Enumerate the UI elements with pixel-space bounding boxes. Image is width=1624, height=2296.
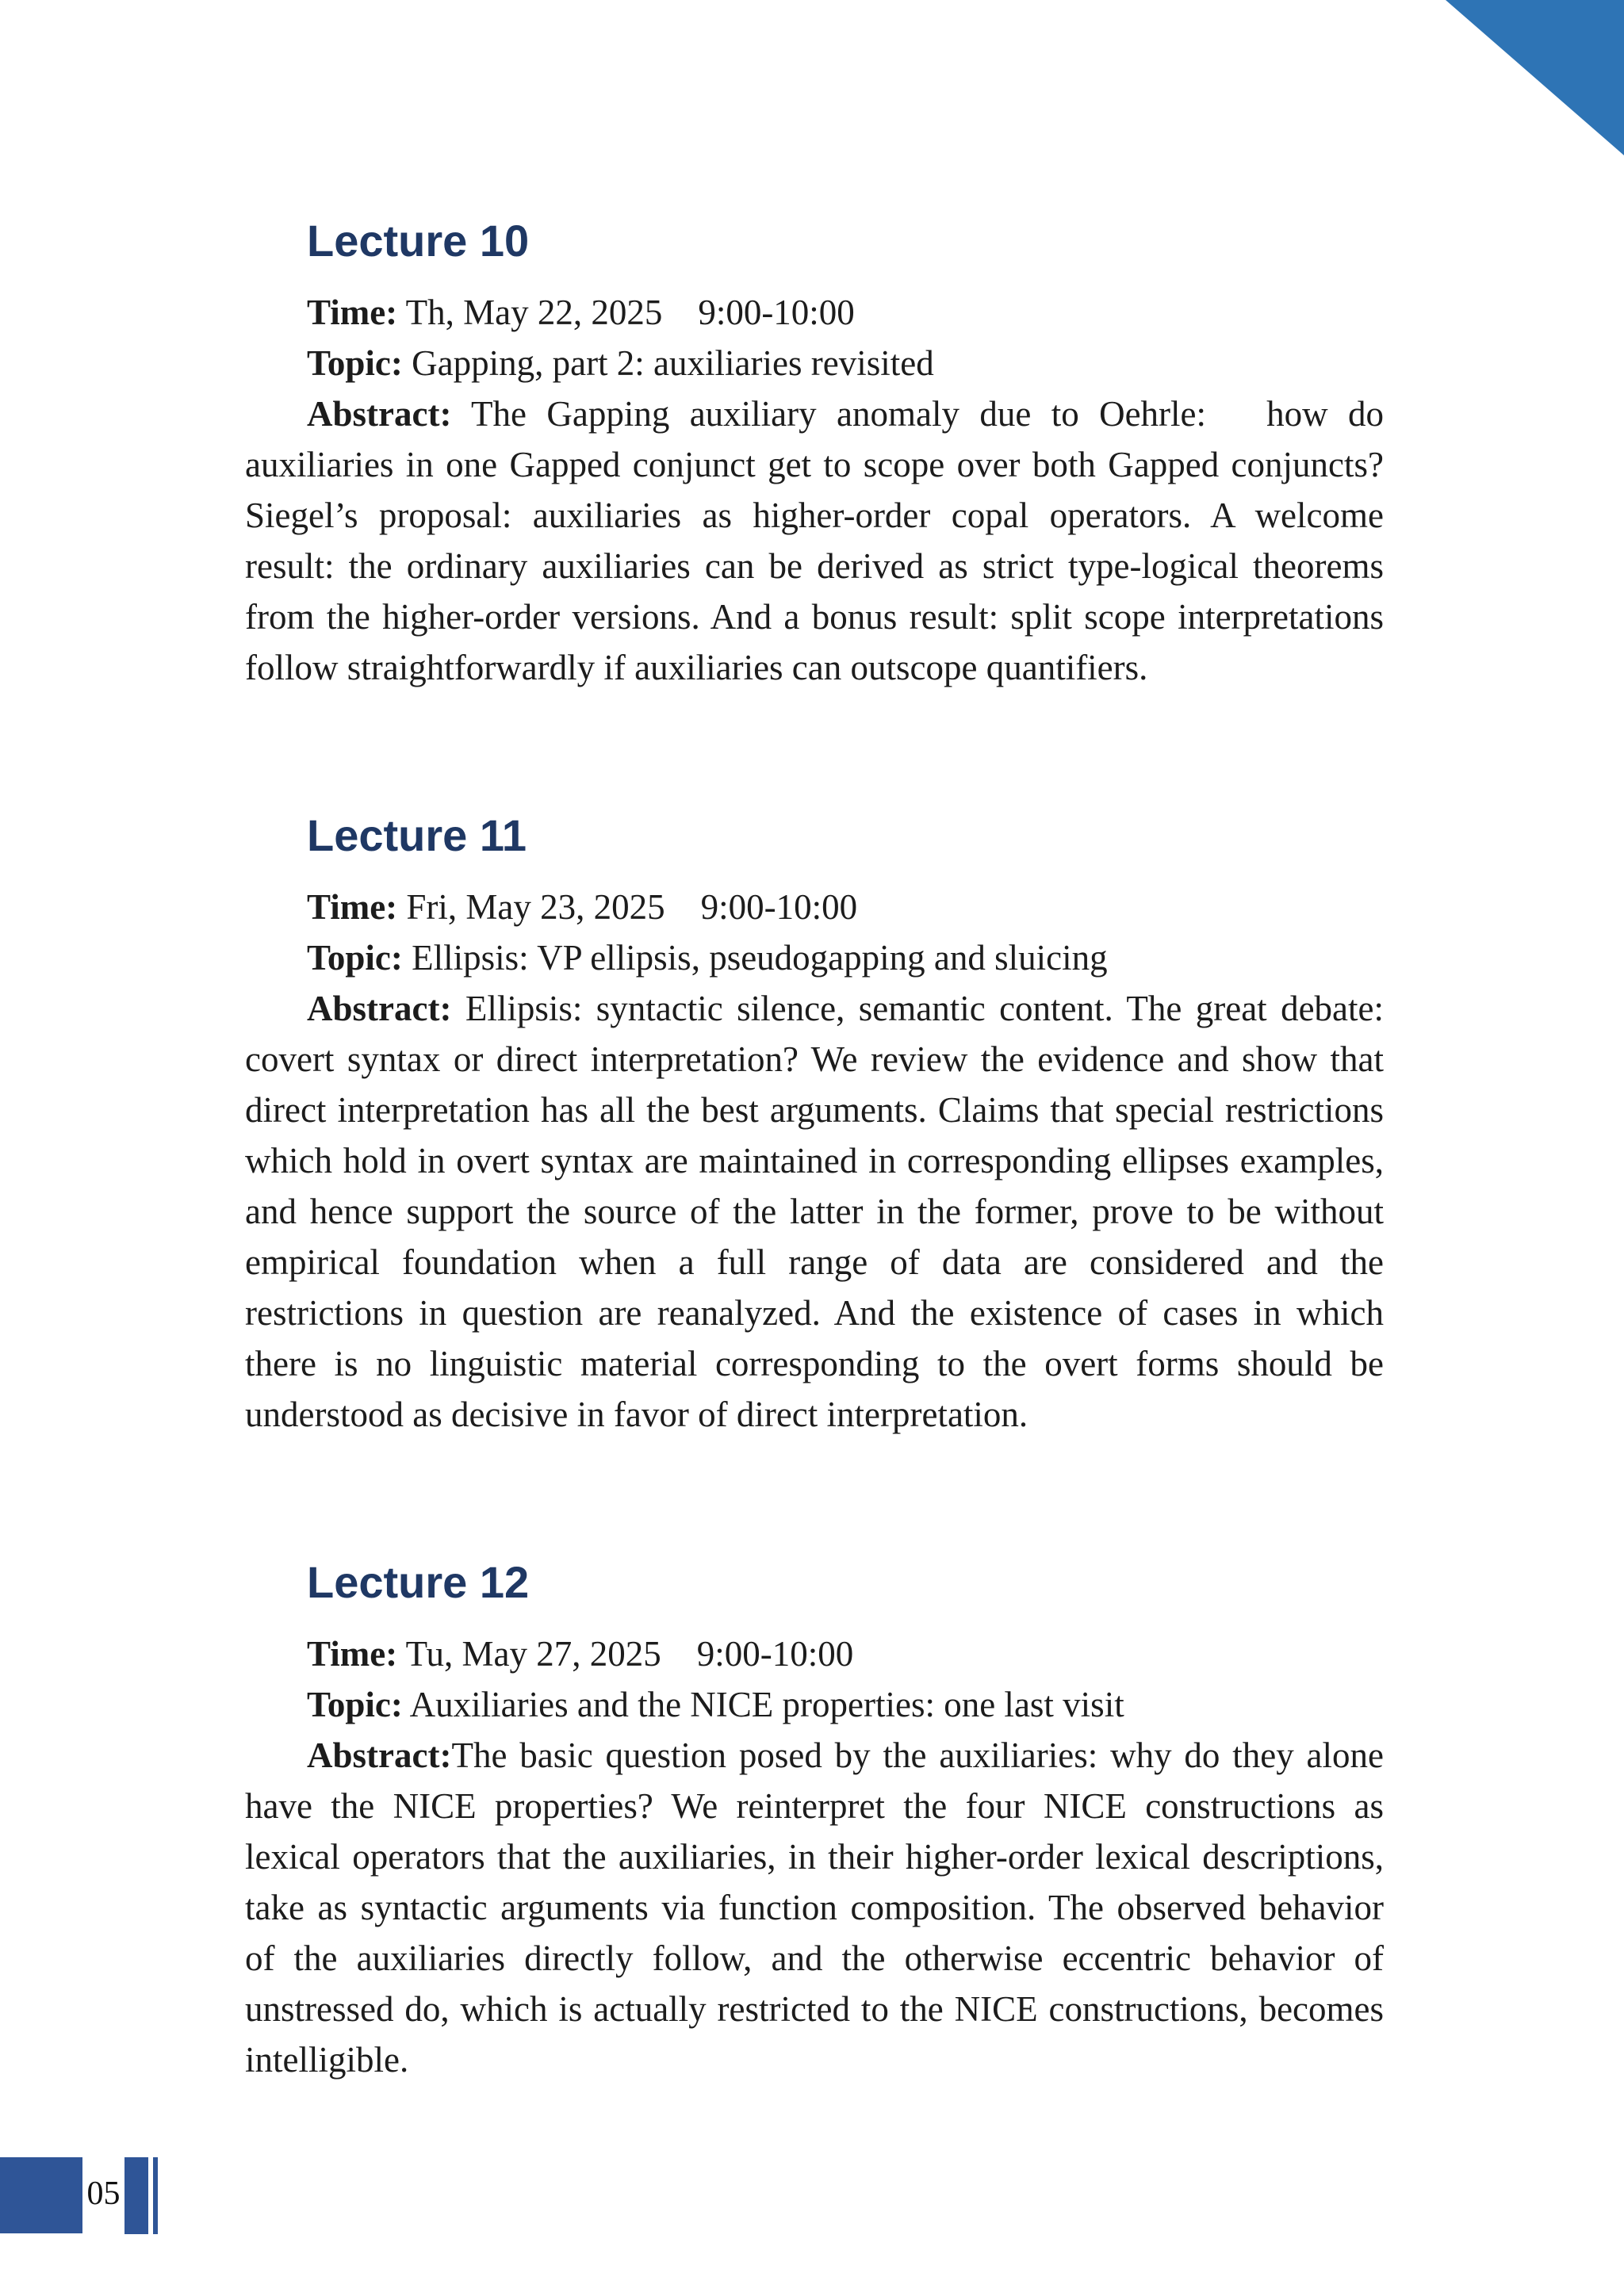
lecture-abstract	[245, 983, 1384, 1440]
footer-bar-decoration	[124, 2157, 148, 2234]
lecture-topic-line	[245, 932, 1384, 983]
time-label: Time:	[307, 1634, 398, 1674]
time-value: Th, May 22, 2025 9:00-10:00	[397, 293, 855, 332]
lecture-section-12	[245, 1557, 1384, 2085]
lecture-time-line	[245, 882, 1384, 932]
lecture-topic-line	[245, 338, 1384, 388]
page-number: 05	[86, 2175, 121, 2212]
lecture-heading: Lecture 12	[307, 1557, 530, 1607]
time-value: Fri, May 23, 2025 9:00-10:00	[397, 887, 858, 927]
footer-square-decoration	[0, 2157, 82, 2233]
lecture-heading: Lecture 11	[307, 810, 527, 860]
lecture-time-line	[245, 287, 1384, 338]
lecture-heading: Lecture 10	[307, 216, 530, 266]
corner-triangle-decoration	[1446, 0, 1624, 155]
abstract-text: The Gapping auxiliary anomaly due to Oehrle: how do auxiliaries in one Gapped conjunct get to scope over both Gapped conjuncts? Siegel’s proposal: auxiliaries as higher-order copal operators. A welcome result: the ordinary auxiliaries can be derived as strict type-logical theorems from the higher-order versions. And a bonus result: split scope interpretations follow straightforwardly if auxiliaries can outscope quantifiers.	[245, 394, 1384, 687]
abstract-text: Ellipsis: syntactic silence, semantic content. The great debate: covert syntax or direct interpretation? We review the evidence and show that direct interpretation has all the best arguments. Claims that special restrictions which hold in overt syntax are maintained in corresponding ellipses examples, and hence support the source of the latter in the former, prove to be without empirical foundation when a full range of data are considered and the restrictions in question are reanalyzed. And the existence of cases in which there is no linguistic material corresponding to the overt forms should be understood as decisive in favor of direct interpretation.	[245, 989, 1384, 1434]
footer-bar-thin-decoration	[153, 2157, 158, 2234]
lecture-section-11	[245, 810, 1384, 1440]
abstract-label: Abstract:	[307, 394, 452, 434]
lecture-abstract	[245, 1730, 1384, 2085]
topic-label: Topic:	[307, 1685, 403, 1724]
lecture-abstract	[245, 388, 1384, 693]
abstract-text: The basic question posed by the auxiliaries: why do they alone have the NICE properties? We reinterpret the four NICE constructions as lexical operators that the auxiliaries, in their higher-order lexical descriptions, take as syntactic arguments via function composition. The observed behavior of the auxiliaries directly follow, and the otherwise eccentric behavior of unstressed do, which is actually restricted to the NICE constructions, becomes intelligible.	[245, 1735, 1384, 2080]
abstract-label: Abstract:	[307, 989, 452, 1028]
lecture-topic-line	[245, 1679, 1384, 1730]
topic-label: Topic:	[307, 938, 403, 978]
topic-value: Auxiliaries and the NICE properties: one last visit	[402, 1685, 1124, 1724]
abstract-label: Abstract:	[307, 1735, 452, 1775]
topic-value: Gapping, part 2: auxiliaries revisited	[402, 343, 934, 383]
lecture-time-line	[245, 1628, 1384, 1679]
time-value: Tu, May 27, 2025 9:00-10:00	[397, 1634, 854, 1674]
lecture-section-10	[245, 216, 1384, 693]
lecture-list	[245, 216, 1384, 2085]
topic-label: Topic:	[307, 343, 403, 383]
time-label: Time:	[307, 293, 398, 332]
topic-value: Ellipsis: VP ellipsis, pseudogapping and sluicing	[402, 938, 1108, 978]
time-label: Time:	[307, 887, 398, 927]
